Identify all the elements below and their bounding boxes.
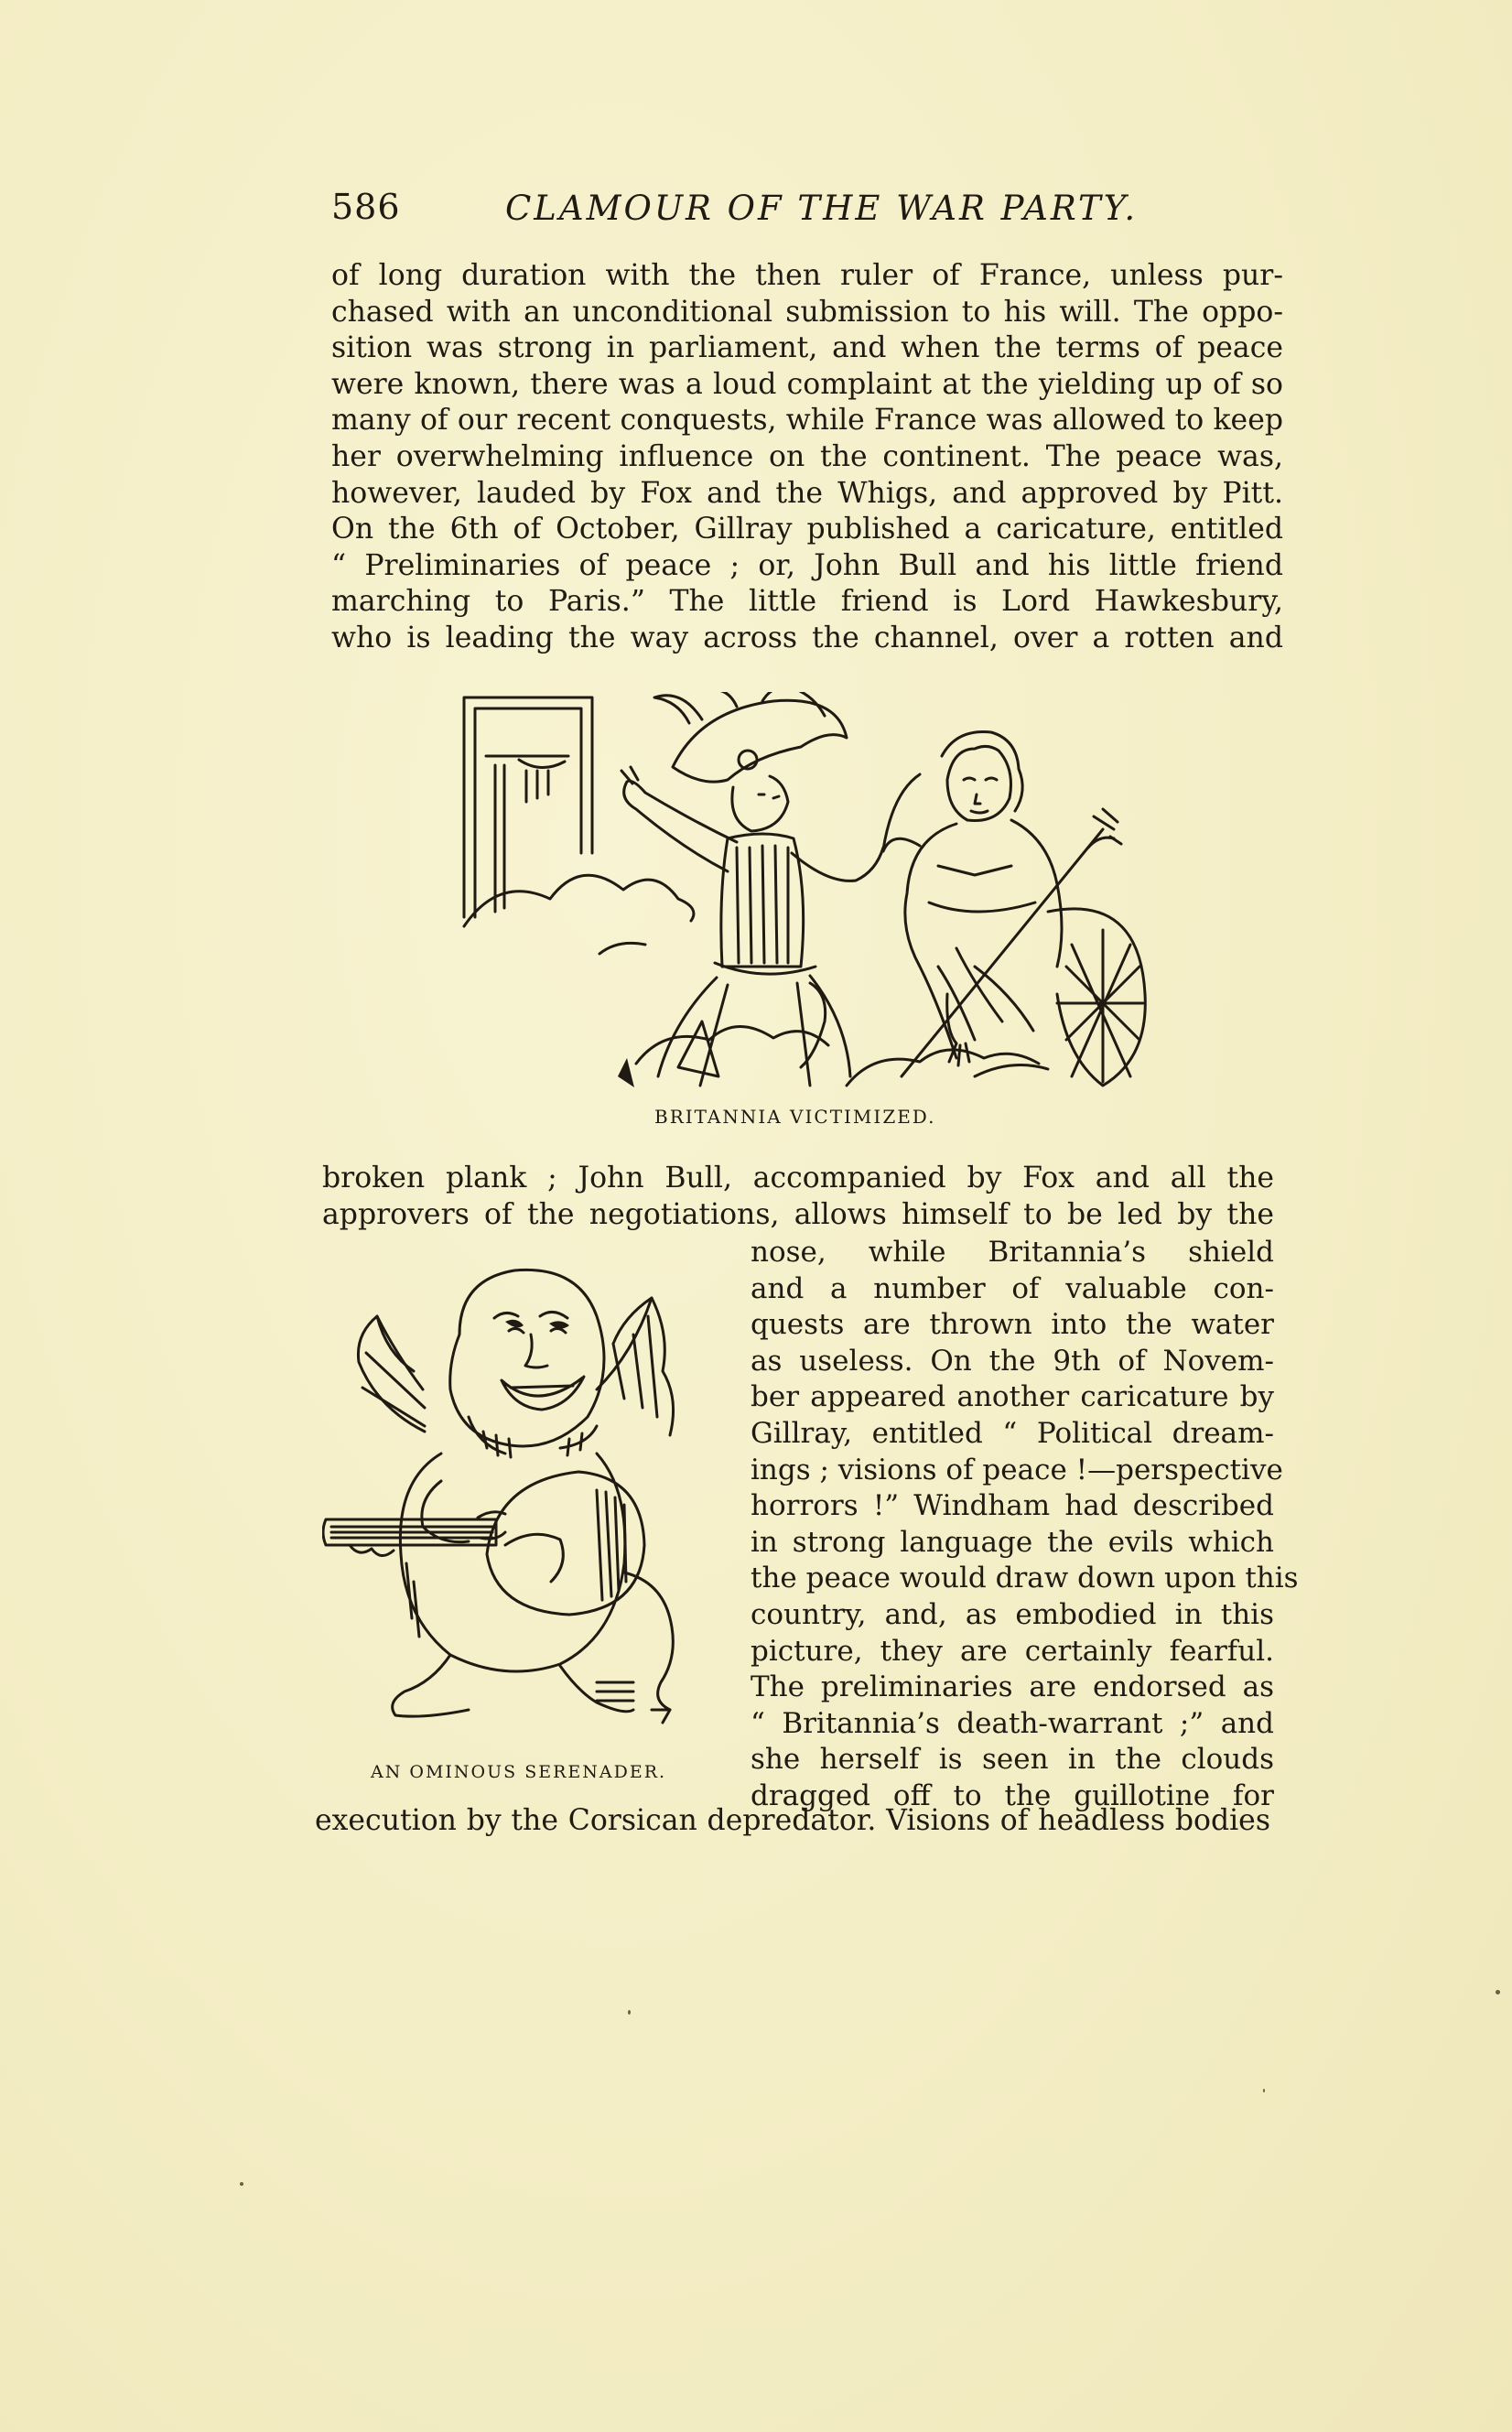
- ominous-serenader-illustration: [322, 1252, 725, 1737]
- paper-speck: [628, 2010, 631, 2015]
- text-line: country, and, as embodied in this: [751, 1597, 1274, 1631]
- figure-caption: BRITANNIA VICTIMIZED.: [654, 1106, 936, 1128]
- text-line: the peace would draw down upon this: [751, 1562, 1299, 1595]
- paragraph-top: [331, 258, 1283, 657]
- text-line: and a number of valuable con-: [751, 1271, 1274, 1305]
- page-number: 586: [331, 187, 401, 227]
- text-line: she herself is seen in the clouds: [751, 1743, 1274, 1777]
- text-line: The preliminaries are endorsed as: [751, 1670, 1274, 1704]
- text-line: dragged off to the guillotine for: [751, 1778, 1274, 1812]
- paragraph-middle: [322, 1161, 1274, 1233]
- text-line: as useless. On the 9th of Novem-: [751, 1344, 1274, 1378]
- text-line: who is leading the way across the channel, over a rotten and: [331, 621, 1283, 654]
- text-line: sition was strong in parliament, and when the terms of peace: [331, 331, 1283, 365]
- text-line: “ Preliminaries of peace ; or, John Bull and his little friend: [331, 548, 1283, 582]
- text-line: ings ; visions of peace !—perspective: [751, 1453, 1283, 1486]
- text-line: On the 6th of October, Gillray published a caricature, entitled: [331, 513, 1283, 546]
- text-line: execution by the Corsican depredator. Visions of headless bodies: [315, 1804, 1270, 1837]
- text-line: “ Britannia’s death-warrant ;” and: [751, 1706, 1274, 1740]
- text-line: quests are thrown into the water: [751, 1308, 1274, 1342]
- text-line: marching to Paris.” The little friend is Lord Hawkesbury,: [331, 585, 1283, 619]
- text-line: of long duration with the then ruler of France, unless pur-: [331, 259, 1283, 292]
- paper-speck: [1263, 2089, 1265, 2092]
- running-header: [331, 187, 1283, 242]
- paragraph-bottom: [315, 1803, 1270, 1840]
- text-line: in strong language the evils which: [751, 1525, 1274, 1559]
- text-line: chased with an unconditional submission to his will. The oppo-: [331, 295, 1283, 329]
- figure-caption: AN OMINOUS SERENADER.: [371, 1762, 667, 1782]
- text-line: horrors !” Windham had described: [751, 1489, 1274, 1523]
- running-title: CLAMOUR OF THE WAR PARTY.: [505, 189, 1139, 228]
- text-line: ber appeared another caricature by: [751, 1380, 1274, 1414]
- text-line: her overwhelming influence on the continent. The peace was,: [331, 439, 1283, 473]
- text-line: many of our recent conquests, while France was allowed to keep: [331, 404, 1283, 438]
- text-line: were known, there was a loud complaint at the yielding up of so: [331, 367, 1283, 401]
- text-line: picture, they are certainly fearful.: [751, 1634, 1274, 1668]
- paper-speck: [240, 2182, 243, 2186]
- paper-speck: [1496, 1990, 1500, 1994]
- text-line: nose, while Britannia’s shield: [751, 1236, 1274, 1269]
- paragraph-side: [751, 1235, 1299, 1815]
- text-line: broken plank ; John Bull, accompanied by Fox and all the: [322, 1162, 1274, 1194]
- britannia-victimized-illustration: [462, 692, 1167, 1087]
- text-line: approvers of the negotiations, allows himself to be led by the: [322, 1197, 1274, 1231]
- text-line: Gillray, entitled “ Political dream-: [751, 1416, 1274, 1450]
- text-line: however, lauded by Fox and the Whigs, and approved by Pitt.: [331, 476, 1283, 510]
